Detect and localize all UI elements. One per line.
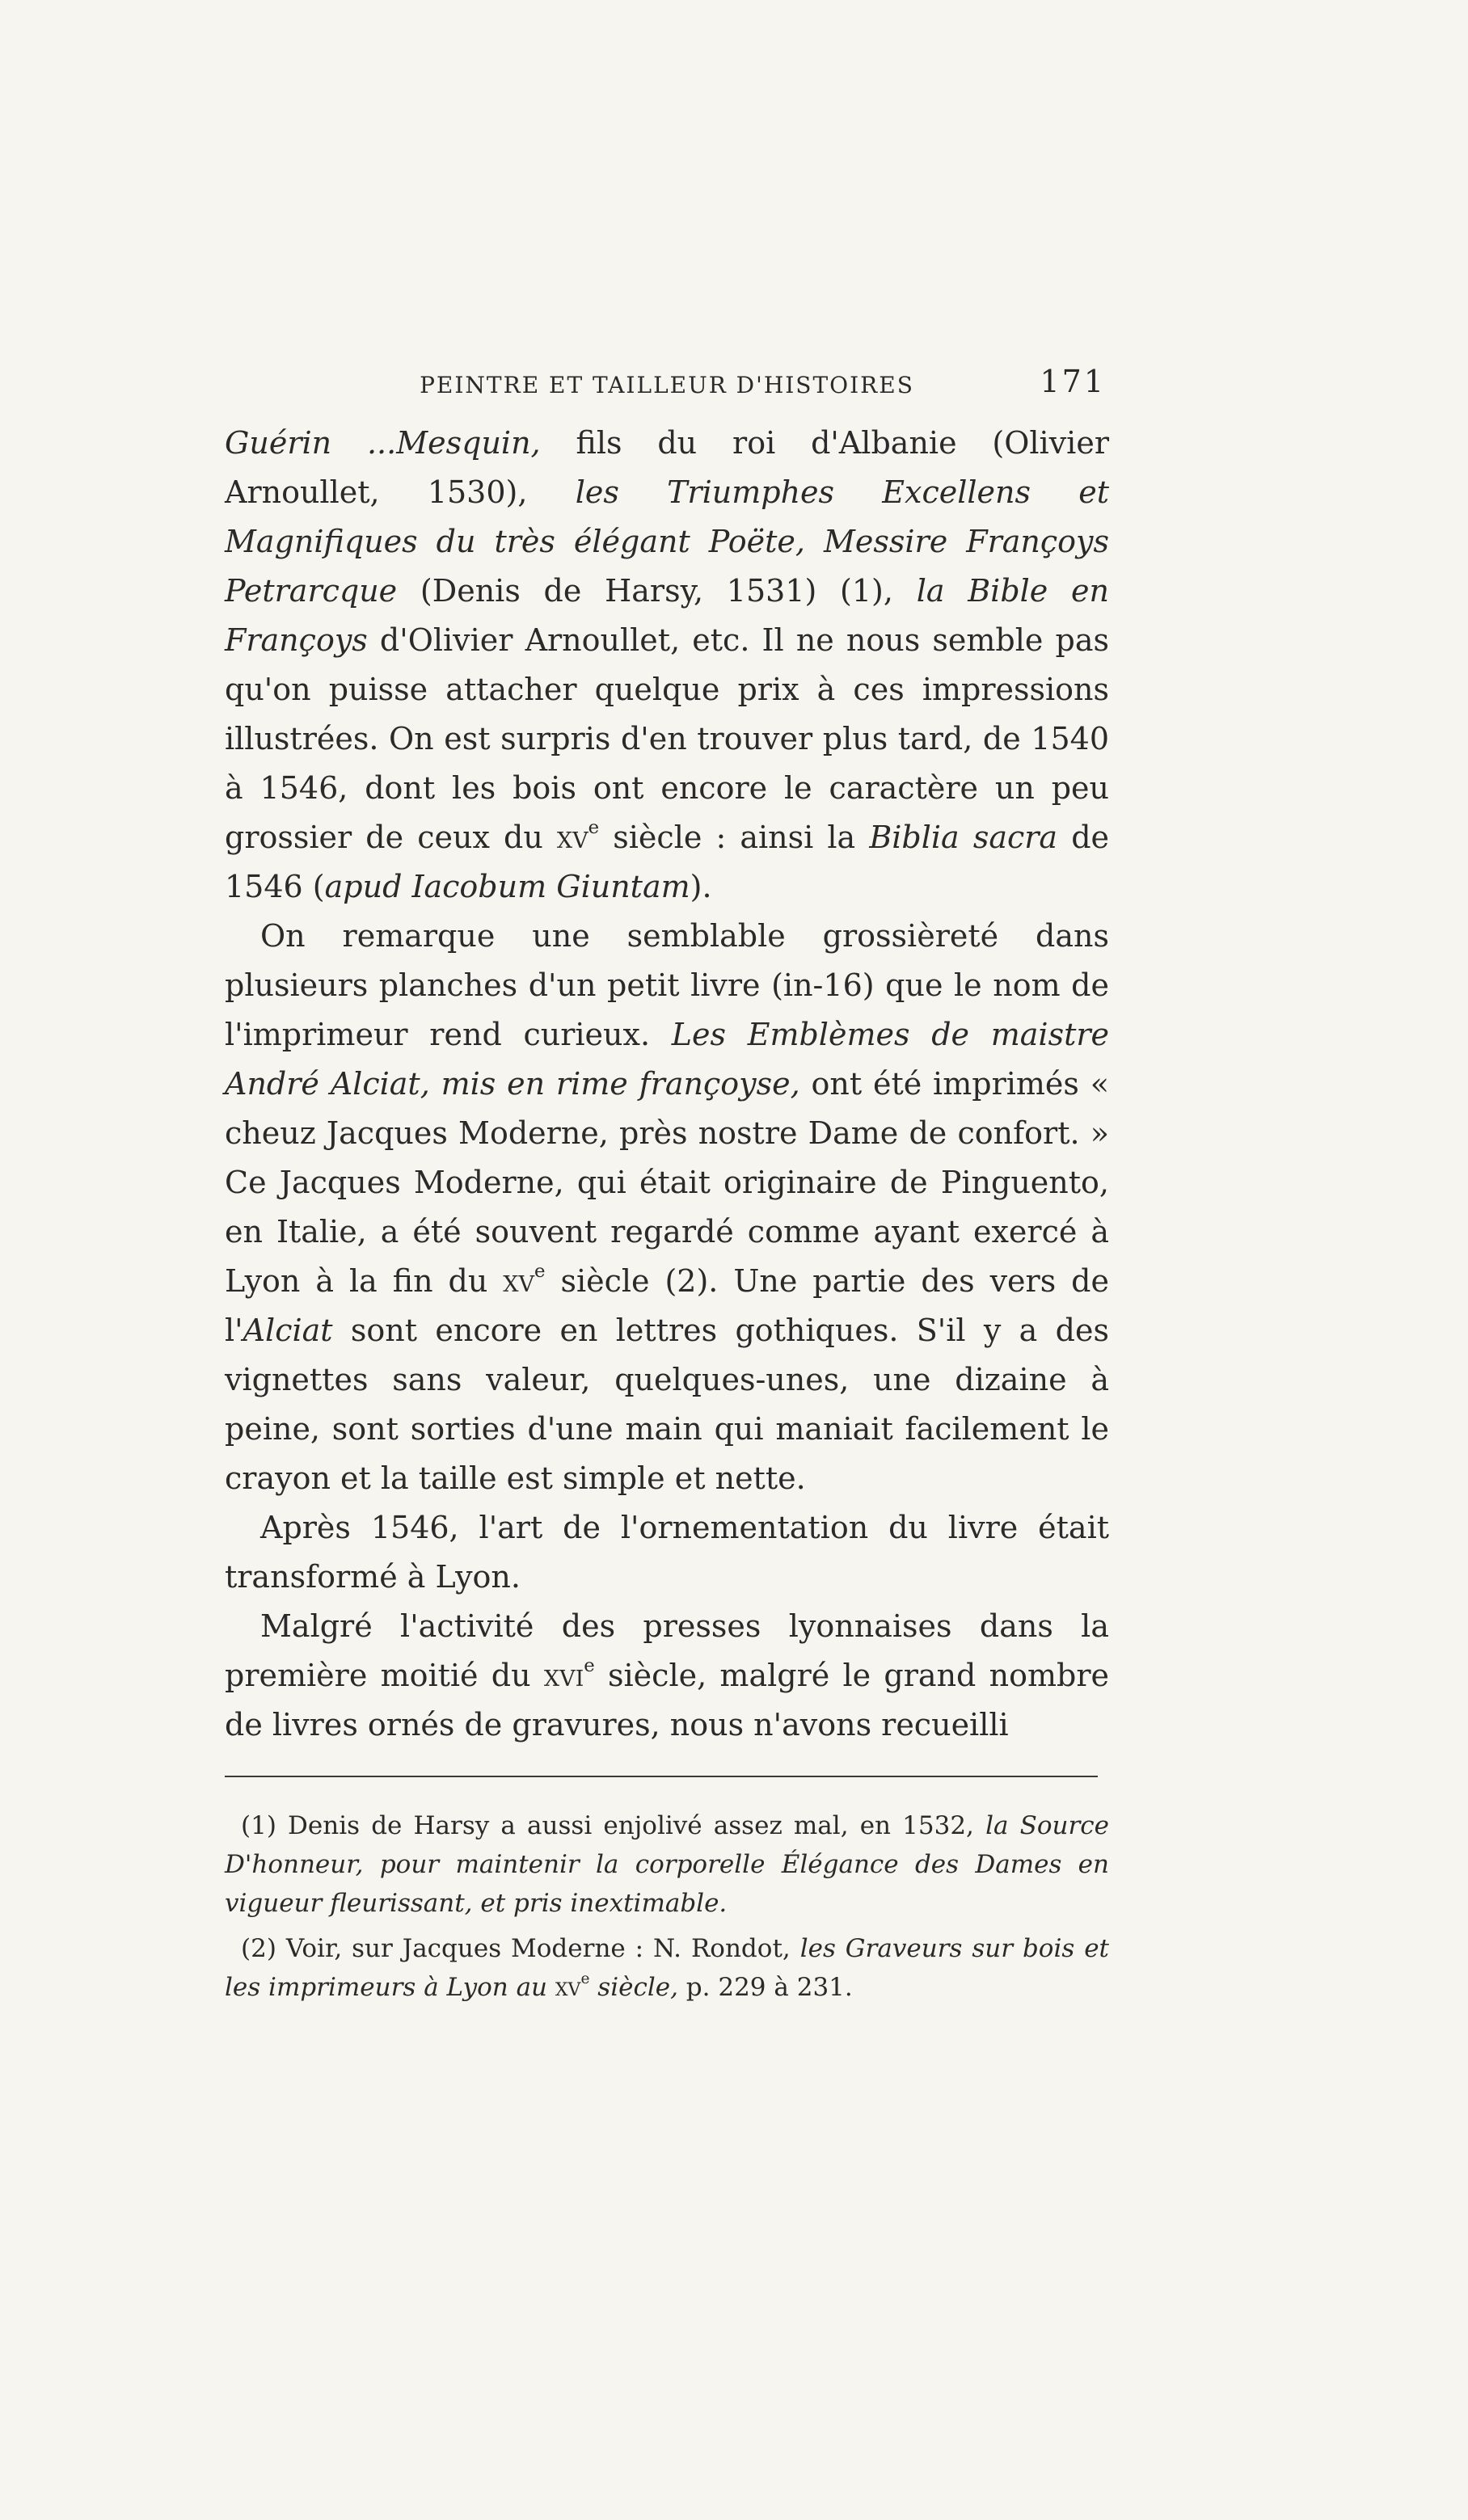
text-span: Après 1546, l'art de l'ornementation du livre était transformé à Lyon. [225,1510,1109,1595]
imprint-apud: apud Iacobum Giuntam [324,869,690,904]
text-span: siècle (2). Une partie des vers de l' [225,1263,1109,1348]
paragraph-1 [225,419,1109,912]
century-numeral: xv [555,1973,581,2002]
title-biblia-sacra: Biblia sacra [869,820,1058,855]
text-span: d'Olivier Arnoullet, etc. Il ne nous semble pas qu'on puisse attacher quelque prix à ces impressions illustrées. On est surpris d'en trouver plus tard, de 1540 à 1546, dont les bois ont encore le caractère un peu grossier de ceux du [225,622,1109,855]
footnotes [225,1806,1109,2007]
text-span: siècle, [589,1973,678,2002]
text-span: (1) Denis de Harsy a aussi enjolivé assez mal, en 1532, [241,1811,986,1840]
title-source-dhonneur: la Source D'honneur, pour maintenir la corporelle Élégance des Dames en vigueur fleurissant, et pris inextimable. [225,1811,1109,1918]
book-page [225,356,1109,2013]
page-number: 171 [1040,364,1106,399]
main-text [225,419,1109,1750]
superscript: e [534,1260,546,1282]
running-title: PEINTRE ET TAILLEUR D'HISTOIRES [420,372,914,398]
text-span: ont été imprimés « cheuz Jacques Moderne, près nostre Dame de confort. » Ce Jacques Moderne, qui était originaire de Pinguento, en Italie, a été souvent regardé comme ayant exercé à Lyon à la fin du [225,1066,1109,1299]
text-span: (Denis de Harsy, 1531) (1), [397,573,917,609]
title-guerin-mesquin: Guérin ...Mesquin, [225,425,541,461]
century-numeral: xv [556,820,588,855]
paragraph-4 [225,1602,1109,1750]
text-span: (2) Voir, sur Jacques Moderne : N. Rondot, [241,1934,800,1963]
superscript: e [588,816,600,838]
text-span: ). [690,869,712,904]
text-span: p. 229 à 231. [677,1973,853,2002]
footnote-rule [225,1776,1098,1777]
title-triumphes: les Triumphes Excellens et Magnifiques du très élégant Poëte, Messire Françoys Petrarcque [225,474,1109,609]
text-span: On remarque une semblable grossièreté dans plusieurs planches d'un petit livre (in-16) que le nom de l'imprimeur rend curieux. [225,918,1109,1052]
title-alciat: Alciat [243,1313,333,1348]
text-span: Malgré l'activité des presses lyonnaises dans la première moitié du [225,1608,1109,1693]
footnote-1 [225,1806,1109,1923]
text-span: siècle, malgré le grand nombre de livres ornés de gravures, nous n'avons recueilli [225,1658,1109,1743]
superscript: e [584,1654,595,1676]
running-head [225,356,1109,404]
century-numeral: xvi [543,1658,584,1693]
title-graveurs: les Graveurs sur bois et les imprimeurs à Lyon au [225,1934,1109,2002]
title-bible-francoys: la Bible en Françoys [225,573,1109,658]
text-span: de 1546 ( [225,820,1110,904]
title-emblemes: Les Emblèmes de maistre André Alciat, mis en rime françoyse, [225,1017,1109,1102]
superscript: e [580,1970,590,1988]
paragraph-2 [225,912,1109,1503]
paragraph-3 [225,1503,1109,1602]
century-numeral: xv [503,1263,534,1299]
text-span: fils du roi d'Albanie (Olivier Arnoullet, 1530), [225,425,1109,510]
text-span: sont encore en lettres gothiques. S'il y a des vignettes sans valeur, quelques-unes, une dizaine à peine, sont sorties d'une main qui maniait facilement le crayon et la taille est simple et nette. [225,1313,1109,1496]
footnote-2 [225,1929,1109,2007]
text-span: siècle : ainsi la [599,820,870,855]
